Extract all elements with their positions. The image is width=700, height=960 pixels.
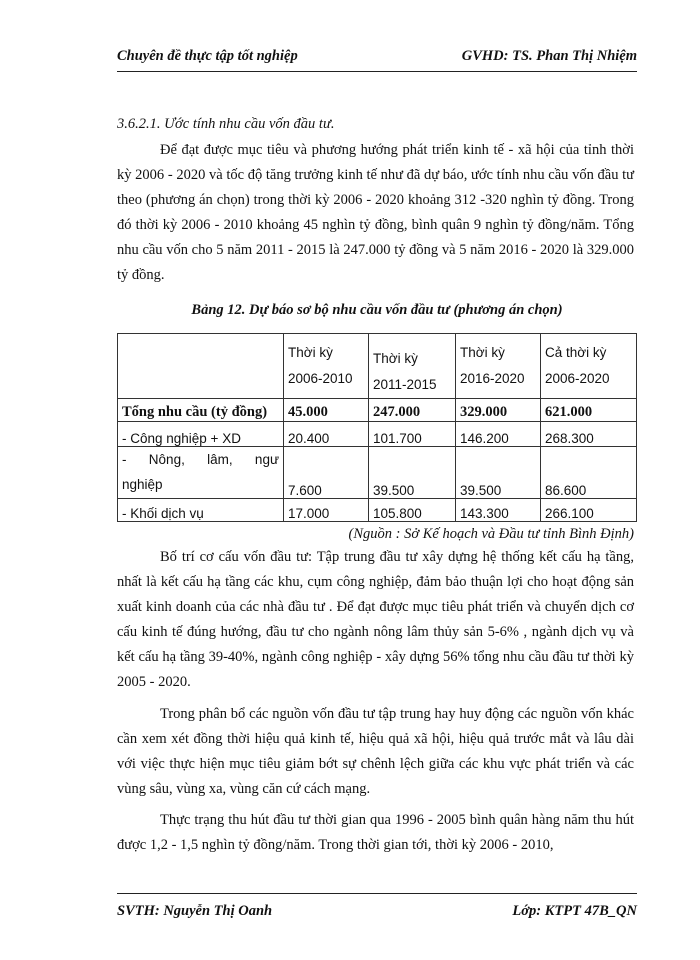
row-label: Tổng nhu cầu (tỷ đồng) bbox=[118, 399, 284, 422]
col-header-2006-2010: Thời kỳ 2006-2010 bbox=[284, 334, 369, 399]
table-row bbox=[118, 447, 637, 499]
table-cell: 146.200 bbox=[456, 422, 541, 447]
header-advisor: GVHD: TS. Phan Thị Nhiệm bbox=[461, 48, 637, 64]
paragraph-investment-attraction: Thực trạng thu hút đầu tư thời gian qua 1996 - 2005 bình quân hàng năm thu hút được 1,2 - 1,5 nghìn tỷ đồng/năm. Trong thời gian tới, thời kỳ 2006 - 2010, bbox=[117, 812, 634, 853]
footer-class: Lớp: KTPT 47B_QN bbox=[512, 903, 637, 919]
section-title: 3.6.2.1. Ước tính nhu cầu vốn đầu tư. bbox=[117, 116, 335, 132]
table-cell: 101.700 bbox=[369, 422, 456, 447]
table-header-row bbox=[118, 334, 637, 399]
table-row bbox=[118, 399, 637, 422]
table-cell: 86.600 bbox=[541, 447, 637, 499]
table-cell: 39.500 bbox=[369, 447, 456, 499]
table-row bbox=[118, 422, 637, 447]
row-label: - Khối dịch vụ bbox=[118, 499, 284, 522]
table-cell: 621.000 bbox=[541, 399, 637, 422]
row-label: - Nông, lâm, ngư nghiệp bbox=[118, 447, 284, 499]
col-header-2016-2020: Thời kỳ 2016-2020 bbox=[456, 334, 541, 399]
row-label: - Công nghiệp + XD bbox=[118, 422, 284, 447]
table-cell: 7.600 bbox=[284, 447, 369, 499]
footer-student: SVTH: Nguyễn Thị Oanh bbox=[117, 903, 273, 919]
table-caption: Bảng 12. Dự báo sơ bộ nhu cầu vốn đầu tư (phương án chọn) bbox=[191, 302, 563, 318]
paragraph-investment-structure: Bố trí cơ cấu vốn đầu tư: Tập trung đầu tư xây dựng hệ thống kết cấu hạ tầng, nhất là kết cấu hạ tầng các khu, cụm công nghiệp, đảm bảo thuận lợi cho hoạt động sản xuất kinh doanh của các nhà đầu tư . Để đạt được mục tiêu phát triển và chuyển dịch cơ cấu kinh tế đúng hướng, đầu tư cho ngành nông lâm thủy sản 5-6% , ngành dịch vụ và kết cấu hạ tầng 39-40%, ngành công nghiệp - xây dựng 56% tổng nhu cầu đầu tư thời kỳ 2005 - 2020. bbox=[117, 549, 634, 690]
table-corner-cell bbox=[118, 334, 284, 399]
capital-demand-table bbox=[117, 333, 637, 522]
table-cell: 268.300 bbox=[541, 422, 637, 447]
col-header-total-period: Cả thời kỳ 2006-2020 bbox=[541, 334, 637, 399]
paragraph-capital-allocation: Trong phân bổ các nguồn vốn đầu tư tập trung hay huy động các nguồn vốn khác cần xem xét đồng thời hiệu quả kinh tế, hiệu quả xã hội, hiệu quả trước mắt và lâu dài với việc thực hiện mục tiêu giảm bớt sự chênh lệch giữa các khu vực phát triển và các vùng sâu, vùng xa, vùng căn cứ cách mạng. bbox=[117, 706, 634, 797]
table-source-note: (Nguồn : Sở Kế hoạch và Đầu tư tỉnh Bình Định) bbox=[348, 526, 634, 542]
table-cell: 247.000 bbox=[369, 399, 456, 422]
header-thesis-title: Chuyên đề thực tập tốt nghiệp bbox=[117, 48, 298, 64]
table-cell: 17.000 bbox=[284, 499, 369, 522]
table-cell: 45.000 bbox=[284, 399, 369, 422]
table-cell: 329.000 bbox=[456, 399, 541, 422]
paragraph-capital-demand: Để đạt được mục tiêu và phương hướng phát triển kinh tế - xã hội của tỉnh thời kỳ 2006 - 2020 và tốc độ tăng trưởng kinh tế như đã dự báo, ước tính nhu cầu vốn đầu tư theo (phương án chọn) trong thời kỳ 2006 - 2020 khoảng 312 -320 nghìn tỷ đồng. Trong đó thời kỳ 2006 - 2010 khoảng 45 nghìn tỷ đồng, bình quân 9 nghìn tỷ đồng/năm. Tổng nhu cầu vốn cho 5 năm 2011 - 2015 là 247.000 tỷ đồng và 5 năm 2016 - 2020 là 329.000 tỷ đồng. bbox=[117, 142, 634, 283]
table-cell: 39.500 bbox=[456, 447, 541, 499]
col-header-2011-2015: Thời kỳ 2011-2015 bbox=[369, 334, 456, 399]
table-cell: 143.300 bbox=[456, 499, 541, 522]
footer-rule bbox=[117, 893, 637, 894]
table-cell: 20.400 bbox=[284, 422, 369, 447]
table-row bbox=[118, 499, 637, 522]
header-rule bbox=[117, 71, 637, 72]
table-cell: 266.100 bbox=[541, 499, 637, 522]
table-cell: 105.800 bbox=[369, 499, 456, 522]
